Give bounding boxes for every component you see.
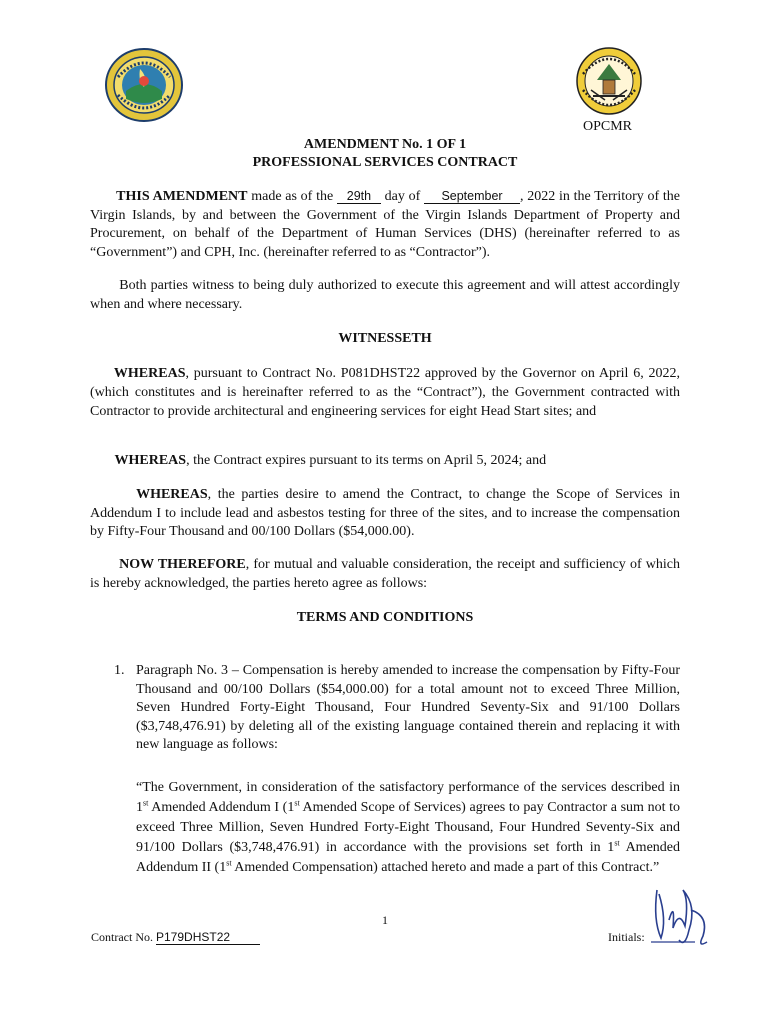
day-field: 29th bbox=[337, 189, 381, 204]
government-seal bbox=[104, 47, 184, 123]
contract-number bbox=[91, 928, 260, 947]
month-field: September bbox=[424, 189, 520, 204]
whereas-clause-2: WHEREAS, the Contract expires pursuant to its terms on April 5, 2024; and bbox=[114, 453, 547, 468]
witnesseth-heading: WITNESSETH bbox=[338, 331, 432, 346]
terms-item-1: Paragraph No. 3 – Compensation is hereby amended to increase the compensation by Fifty-Four Thousand and 00/100 Dollars ($54,000.00) for a total amount not to exceed Three Million, Seven Hundred Forty-Eight Thousand, Four Hundred Seventy-Six and 91/100 Dollars ($3,748,476.91) by deleting all of the existing language contained therein and replacing it with new language as follows: bbox=[136, 663, 680, 752]
contract-number-value: P179DHST22 bbox=[156, 930, 260, 945]
office-code: OPCMR bbox=[583, 119, 633, 134]
contract-type-title: PROFESSIONAL SERVICES CONTRACT bbox=[252, 155, 518, 170]
whereas-clause-1: WHEREAS, pursuant to Contract No. P081DHST22 approved by the Governor on April 6, 2022, (which constitutes and is hereinafter referred to as the “Contract”), the Government contracted with Contractor to provide architectural and engineering services for eight Head Start sites; and bbox=[90, 366, 681, 419]
page-number: 1 bbox=[382, 913, 388, 927]
intro-lead: THIS AMENDMENT bbox=[116, 189, 248, 204]
compensation-quote: “The Government, in consideration of the satisfactory performance of the services described in 1st Amended Addendum I (1st Amended Scope of Services) agrees to pay Contractor a sum not to exceed Three Million, Seven Hundred Forty-Eight Thousand, Four Hundred Seventy-Six and 91/100 Dollars ($3,748,476.91) in accordance with the provisions set forth in 1st Amended Addendum II (1st Amended Compensation) attached hereto and made a part of this Contract.” bbox=[136, 780, 681, 875]
procurement-seal bbox=[575, 46, 643, 116]
terms-heading: TERMS AND CONDITIONS bbox=[296, 610, 474, 625]
initials-signature bbox=[649, 880, 713, 959]
initials-label: Initials: bbox=[608, 930, 645, 944]
item-number: 1. bbox=[114, 663, 125, 678]
contract-number-label: Contract No. bbox=[91, 930, 156, 944]
amendment-title: AMENDMENT No. 1 OF 1 bbox=[303, 137, 467, 152]
whereas-clause-3: WHEREAS, the parties desire to amend the Contract, to change the Scope of Services in Addendum I to include lead and asbestos testing for three of the sites, and to increase the compensation by Fifty-Four Thousand and 00/100 Dollars ($54,000.00). bbox=[90, 487, 680, 539]
witness-paragraph: Both parties witness to being duly authorized to execute this agreement and will attest accordingly when and where necessary. bbox=[90, 278, 680, 312]
now-therefore-clause: NOW THEREFORE, for mutual and valuable consideration, the receipt and sufficiency of which is hereby acknowledged, the parties hereto agree as follows: bbox=[90, 557, 680, 591]
intro-paragraph: THIS AMENDMENT made as of the 29th day of September , 2022 in the Territory of the Virgin Islands, by and between the Government of the Virgin Islands Department of Property and Procurement, on behalf of the Department of Human Services (DHS) (hereinafter referred to as “Government”) and CPH, Inc. (hereinafter referred to as “Contractor”). bbox=[90, 189, 680, 260]
